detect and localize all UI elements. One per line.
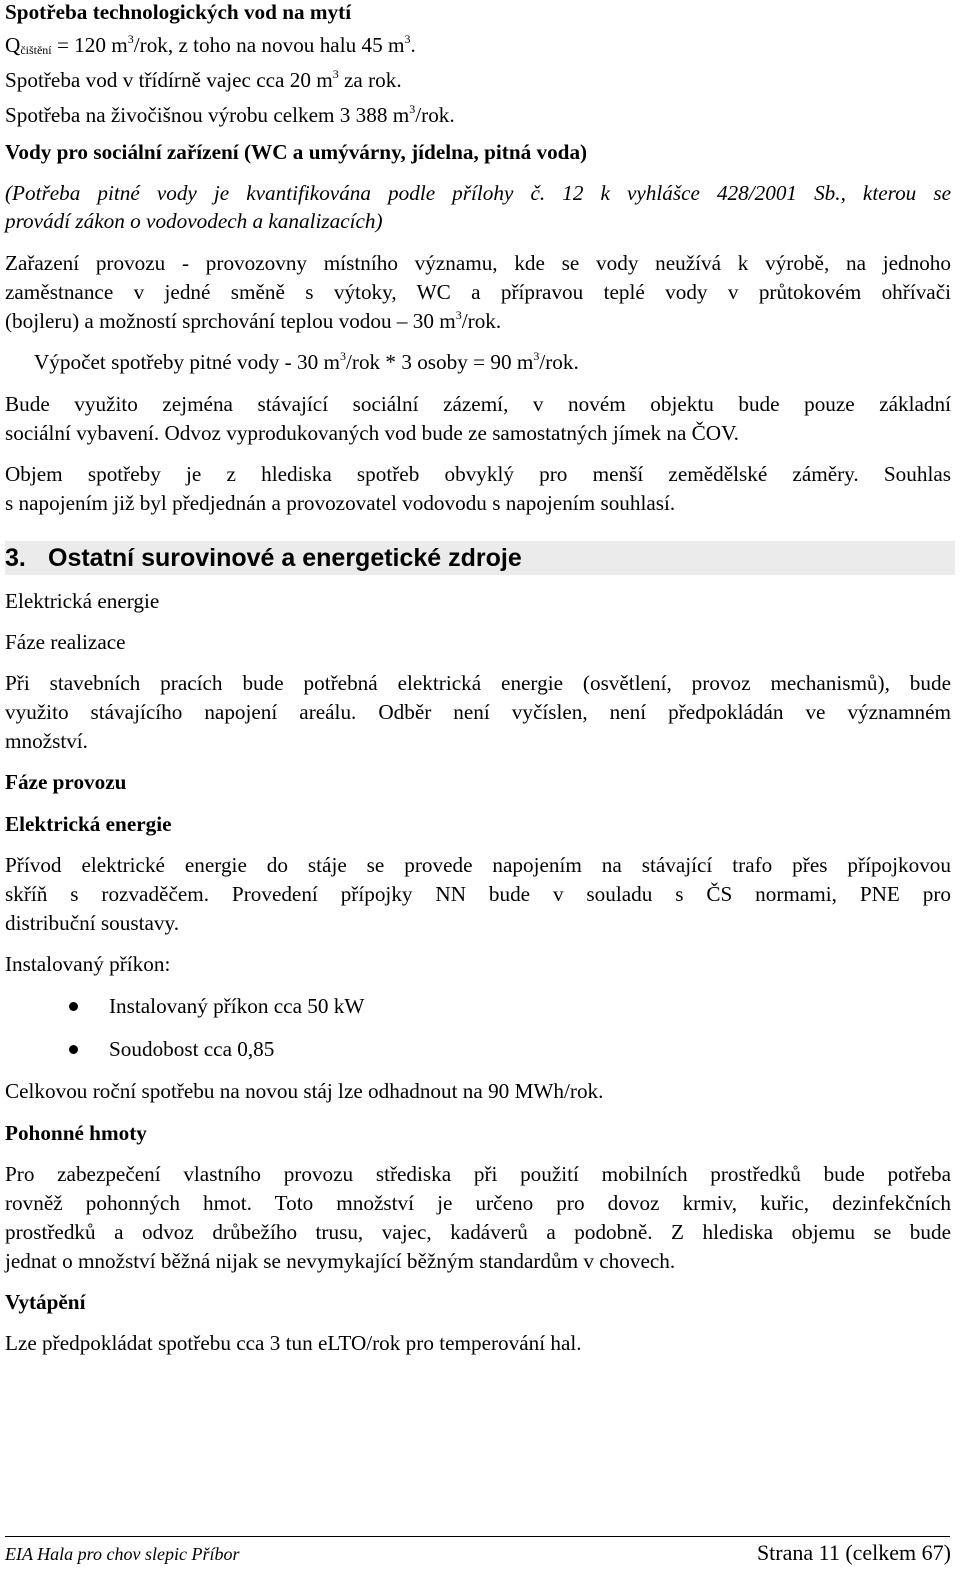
bullet-item: Instalovaný příkon cca 50 kW: [109, 994, 365, 1018]
bullet-item: Soudobost cca 0,85: [109, 1037, 275, 1061]
annual-consumption: Celkovou roční spotřebu na novou stáj lze odhadnout na 90 MWh/rok.: [5, 1079, 604, 1103]
section-number: 3.: [5, 544, 26, 572]
fuel-heading: Pohonné hmoty: [5, 1121, 147, 1145]
q-line: $Q_{čištění} = 120$ $m^3$/rok, z toho na novou halu 45 $m^3$.: [5, 32, 416, 57]
animal-line: Spotřeba na živočišnou výrobu celkem 3 388 $m^3$/rok.: [5, 102, 455, 127]
footer-page-number: Strana 11 (celkem 67): [756, 1540, 951, 1565]
para3-line-2: s napojením již byl předjednán a provozovatel vodovodu s napojením souhlasí.: [5, 491, 676, 515]
note-line-2: provádí zákon o vodovodech a kanalizacích): [5, 209, 383, 233]
bullet-dot: [69, 1045, 78, 1054]
para1-line-3: (bojleru) a možností sprchování teplou vodou – 30 $m^3$/rok.: [5, 308, 502, 333]
heating-text: Lze předpokládat spotřebu cca 3 tun eLTO/rok pro temperování hal.: [5, 1331, 582, 1355]
fuel-line-2: rovněž pohonných hmot. Toto množství je určeno pro dovoz krmiv, kuřic, dezinfekčních: [5, 1191, 951, 1215]
bullet-dot: [69, 1002, 78, 1011]
fuel-line-4: jednat o množství běžná nijak se nevymykající běžným standardům v chovech.: [5, 1249, 676, 1273]
sorting-line: Spotřeba vod v třídírně vajec cca 20 $m^3$ za rok.: [5, 67, 402, 92]
section-3-heading: [5, 541, 955, 575]
para2-line-1: Bude využito zejména stávající sociální zázemí, v novém objektu bude pouze základní: [5, 392, 951, 416]
fuel-line-3: prostředků a odvoz drůbežího trusu, vajec, kadáverů a podobně. Z hlediska objemu se bude: [5, 1220, 951, 1244]
water-heading: Spotřeba technologických vod na mytí: [5, 0, 352, 24]
build-line-1: Při stavebních pracích bude potřebná elektrická energie (osvětlení, provoz mechanismů), bude: [5, 671, 951, 695]
phase-operation-heading: Fáze provozu: [5, 770, 127, 794]
heating-heading: Vytápění: [5, 1290, 86, 1314]
note-line-1: (Potřeba pitné vody je kvantifikována podle přílohy č. 12 k vyhlášce 428/2001 Sb., kterou se: [5, 181, 951, 205]
elec-heading: Elektrická energie: [5, 589, 160, 613]
fuel-line-1: Pro zabezpečení vlastního provozu střediska při použití mobilních prostředků bude potřeba: [5, 1162, 951, 1186]
para2-line-2: sociální vybavení. Odvoz vyprodukovaných vod bude ze samostatných jímek na ČOV.: [5, 421, 739, 445]
section-title: Ostatní surovinové a energetické zdroje: [48, 544, 522, 572]
para3-line-1: Objem spotřeby je z hlediska spotřeb obvyklý pro menší zemědělské záměry. Souhlas: [5, 462, 951, 486]
footer-divider: [5, 1536, 950, 1537]
elec-heading-2: Elektrická energie: [5, 812, 172, 836]
build-line-3: množství.: [5, 729, 88, 753]
social-heading: Vody pro sociální zařízení (WC a umývárny, jídelna, pitná voda): [5, 140, 588, 164]
phase-build-heading: Fáze realizace: [5, 630, 126, 654]
installed-label: Instalovaný příkon:: [5, 952, 171, 976]
supply-line-2: skříň s rozvaděčem. Provedení přípojky NN bude v souladu s ČS normami, PNE pro: [5, 882, 951, 906]
supply-line-3: distribuční soustavy.: [5, 911, 179, 935]
para1-line-1: Zařazení provozu - provozovny místního významu, kde se vody neužívá k výrobě, na jednoho: [5, 251, 951, 275]
calc-line: Výpočet spotřeby pitné vody - 30 $m^3$/rok * 3 osoby = 90 $m^3$/rok.: [34, 349, 579, 374]
supply-line-1: Přívod elektrické energie do stáje se provede napojením na stávající trafo přes přípojkovou: [5, 853, 951, 877]
footer-doc-title: EIA Hala pro chov slepic Příbor: [5, 1544, 240, 1564]
para1-line-2: zaměstnance v jedné směně s výtoky, WC a přípravou teplé vody v průtokovém ohřívači: [5, 280, 951, 304]
build-line-2: využito stávajícího napojení areálu. Odběr není vyčíslen, není předpokládán ve významném: [5, 700, 951, 724]
